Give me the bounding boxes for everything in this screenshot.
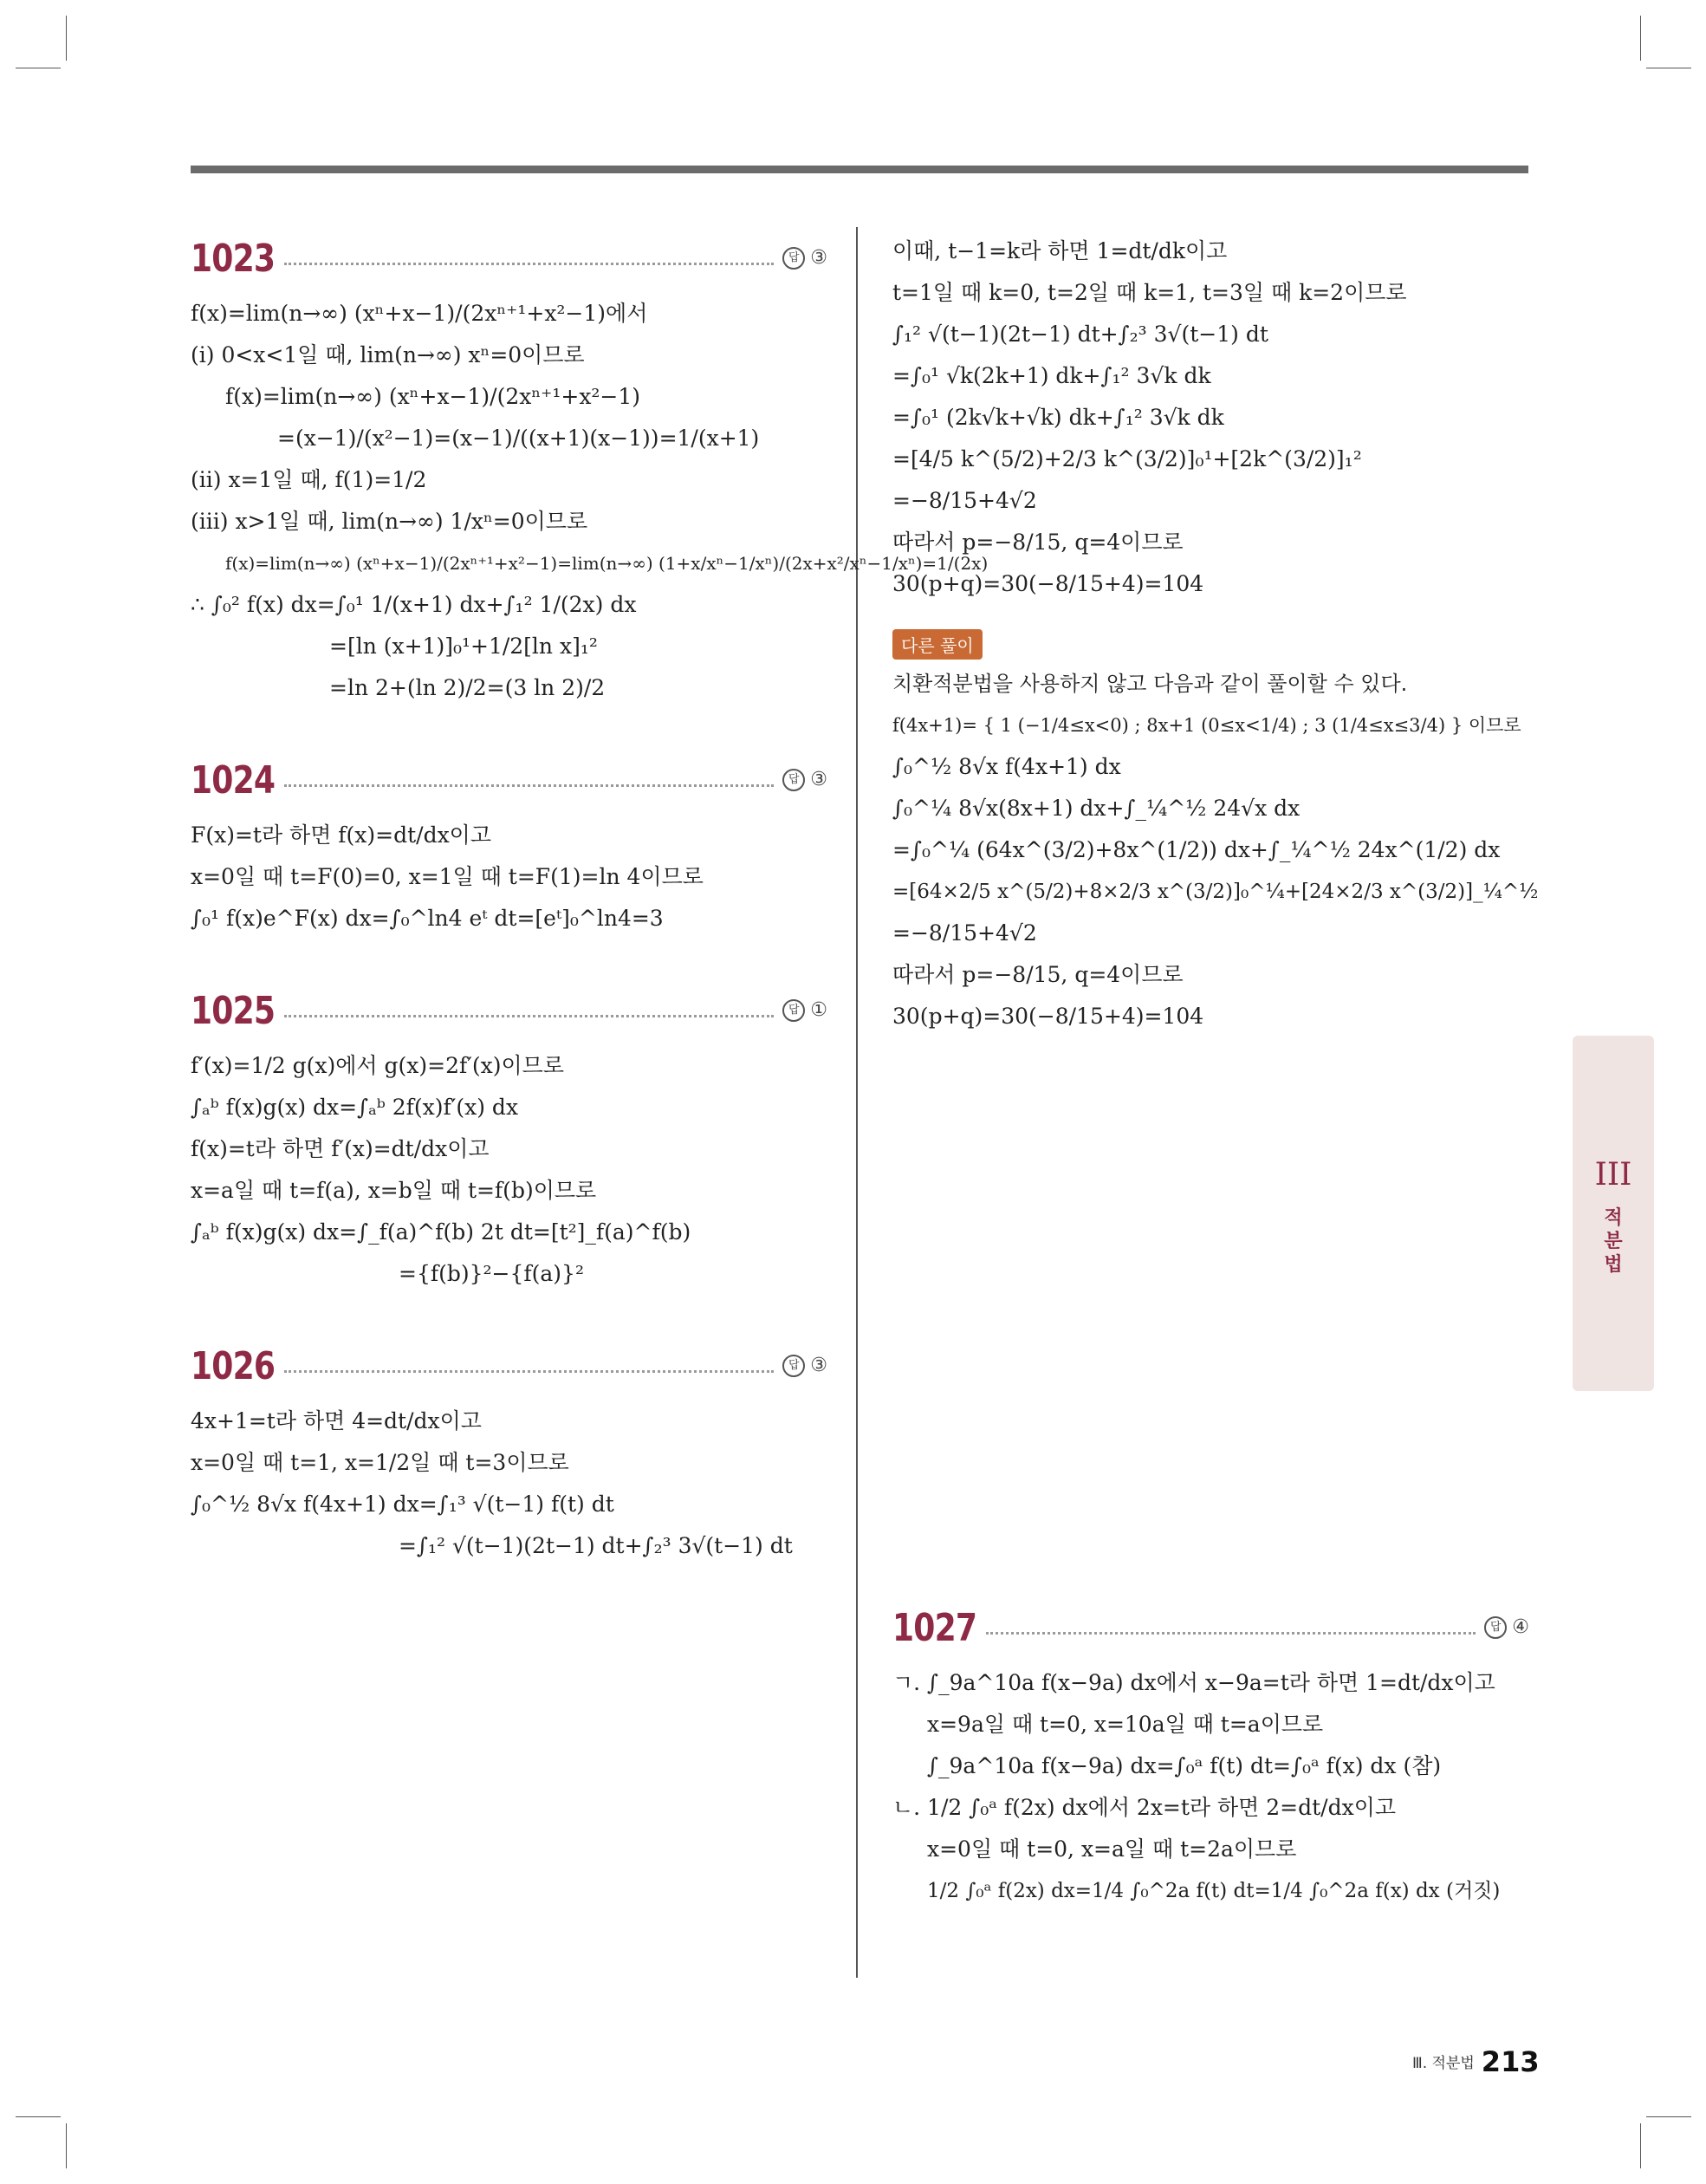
dotted-leader (284, 1015, 774, 1017)
solution-line: f′(x)=1/2 g(x)에서 g(x)=2f′(x)이므로 (191, 1053, 564, 1078)
crop-mark (1640, 16, 1641, 61)
answer-mark: 답 (782, 769, 805, 791)
solution-line: f(x)=lim(n→∞) (xⁿ+x−1)/(2xⁿ⁺¹+x²−1) (225, 384, 641, 409)
solution-line: =[4/5 k^(5/2)+2/3 k^(3/2)]₀¹+[2k^(3/2)]₁² (892, 446, 1362, 471)
problem-header (191, 985, 827, 1037)
footer-chapter: Ⅲ. 적분법 (1412, 2055, 1475, 2072)
solution-line: x=0일 때 t=F(0)=0, x=1일 때 t=F(1)=ln 4이므로 (191, 864, 704, 889)
solution-line: =[64×2/5 x^(5/2)+8×2/3 x^(3/2)]₀^¼+[24×2/3 x^(3/2)]_¼^½ (892, 881, 1539, 903)
solution-line: f(x)=lim(n→∞) (xⁿ+x−1)/(2xⁿ⁺¹+x²−1)=lim(n→∞) (1+x/xⁿ−1/xⁿ)/(2x+x²/xⁿ−1/xⁿ)=1/(2x) (225, 553, 989, 574)
problem-number: 1027 (892, 1605, 977, 1650)
solution-line: =−8/15+4√2 (892, 488, 1037, 513)
solution-line: =∫₀^¼ (64x^(3/2)+8x^(1/2)) dx+∫_¼^½ 24x^(1/2) dx (892, 837, 1501, 862)
solution-line: x=0일 때 t=1, x=1/2일 때 t=3이므로 (191, 1450, 569, 1475)
header-rule (191, 166, 1528, 173)
problem-1026-continued (892, 238, 1539, 1029)
problem-number: 1025 (191, 988, 276, 1033)
answer-mark: 답 (782, 999, 805, 1022)
problem-header (191, 754, 827, 806)
dotted-leader (284, 784, 774, 787)
solution-line: =ln 2+(ln 2)/2=(3 ln 2)/2 (329, 675, 606, 700)
solution-line: =(x−1)/(x²−1)=(x−1)/((x+1)(x−1))=1/(x+1) (277, 426, 760, 451)
solution-line: ∫₁² √(t−1)(2t−1) dt+∫₂³ 3√(t−1) dt (892, 322, 1268, 347)
solution-line: f(4x+1)= { 1 (−1/4≤x<0) ; 8x+1 (0≤x<1/4) ; 3 (1/4≤x≤3/4) } 이므로 (892, 715, 1521, 736)
dotted-leader (284, 263, 774, 265)
solution-line: 4x+1=t라 하면 4=dt/dx이고 (191, 1408, 482, 1433)
solution-line: 따라서 p=−8/15, q=4이므로 (892, 962, 1184, 987)
problem-1026 (191, 1340, 827, 1558)
answer-badge (782, 769, 827, 791)
solution-line: 이때, t−1=k라 하면 1=dt/dk이고 (892, 238, 1228, 263)
dotted-leader (986, 1632, 1476, 1635)
crop-mark (1640, 2123, 1641, 2168)
alt-solution-label: 다른 풀이 (892, 629, 983, 660)
solution-line: (ii) x=1일 때, f(1)=1/2 (191, 467, 427, 492)
solution-line: =∫₀¹ (2k√k+√k) dk+∫₁² 3√k dk (892, 405, 1224, 430)
solution-line: 따라서 p=−8/15, q=4이므로 (892, 530, 1184, 555)
solution-line: =[ln (x+1)]₀¹+1/2[ln x]₁² (329, 634, 598, 659)
solution-line: f(x)=t라 하면 f′(x)=dt/dx이고 (191, 1136, 490, 1161)
page-footer (1412, 2045, 1540, 2078)
solution-line: t=1일 때 k=0, t=2일 때 k=1, t=3일 때 k=2이므로 (892, 280, 1407, 305)
solution-line: (i) 0<x<1일 때, lim(n→∞) xⁿ=0이므로 (191, 342, 585, 367)
solution-line: 30(p+q)=30(−8/15+4)=104 (892, 1004, 1204, 1029)
problem-1024 (191, 754, 827, 931)
solution-line: ∫_9a^10a f(x−9a) dx=∫₀ᵃ f(t) dt=∫₀ᵃ f(x) dx (참) (927, 1753, 1442, 1778)
answer-value: ③ (810, 247, 827, 269)
chapter-roman-numeral: III (1594, 1157, 1632, 1193)
problem-number: 1026 (191, 1343, 276, 1388)
solution-line: =−8/15+4√2 (892, 920, 1037, 946)
problem-number: 1023 (191, 236, 276, 281)
solution-line: ∫ₐᵇ f(x)g(x) dx=∫_f(a)^f(b) 2t dt=[t²]_f(a)^f(b) (191, 1219, 691, 1245)
problem-1027 (892, 1602, 1529, 1921)
answer-badge (782, 247, 827, 270)
answer-mark: 답 (782, 247, 805, 270)
answer-badge (782, 999, 827, 1022)
solution-line: f(x)=lim(n→∞) (xⁿ+x−1)/(2xⁿ⁺¹+x²−1)에서 (191, 301, 648, 326)
solution-line: 치환적분법을 사용하지 않고 다음과 같이 풀이할 수 있다. (892, 672, 1408, 696)
solution-line: x=9a일 때 t=0, x=10a일 때 t=a이므로 (927, 1712, 1324, 1737)
solution-line: ∴ ∫₀² f(x) dx=∫₀¹ 1/(x+1) dx+∫₁² 1/(2x) dx (191, 592, 637, 617)
answer-mark: 답 (782, 1355, 805, 1377)
answer-badge (782, 1355, 827, 1377)
answer-value: ③ (810, 1355, 827, 1376)
solution-line: (iii) x>1일 때, lim(n→∞) 1/xⁿ=0이므로 (191, 509, 588, 534)
solution-line: ∫₀^¼ 8√x(8x+1) dx+∫_¼^½ 24√x dx (892, 796, 1301, 821)
solution-line: ∫₀¹ f(x)e^F(x) dx=∫₀^ln4 eᵗ dt=[eᵗ]₀^ln4=3 (191, 906, 664, 931)
answer-value: ① (810, 999, 827, 1021)
problem-1025 (191, 985, 827, 1286)
crop-mark (16, 2116, 61, 2117)
solution-line: ∫₀^½ 8√x f(4x+1) dx (892, 754, 1121, 779)
column-divider (856, 227, 858, 1978)
solution-line: ㄴ. 1/2 ∫₀ᵃ f(2x) dx에서 2x=t라 하면 2=dt/dx이고 (892, 1795, 1396, 1820)
solution-line: 1/2 ∫₀ᵃ f(2x) dx=1/4 ∫₀^2a f(t) dt=1/4 ∫₀^2a f(x) dx (거짓) (927, 1880, 1501, 1902)
solution-line: 30(p+q)=30(−8/15+4)=104 (892, 571, 1204, 596)
solution-line: x=a일 때 t=f(a), x=b일 때 t=f(b)이므로 (191, 1178, 597, 1203)
problem-number: 1024 (191, 757, 276, 803)
answer-badge (1484, 1616, 1529, 1639)
solution-line: x=0일 때 t=0, x=a일 때 t=2a이므로 (927, 1836, 1297, 1862)
right-column (892, 232, 1539, 1902)
answer-value: ③ (810, 769, 827, 790)
solution-line: ={f(b)}²−{f(a)}² (399, 1261, 584, 1286)
answer-value: ④ (1512, 1616, 1529, 1638)
crop-mark (66, 2123, 67, 2168)
solution-line: ∫₀^½ 8√x f(4x+1) dx=∫₁³ √(t−1) f(t) dt (191, 1492, 614, 1517)
dotted-leader (284, 1370, 774, 1373)
solution-line: =∫₁² √(t−1)(2t−1) dt+∫₂³ 3√(t−1) dt (399, 1533, 793, 1558)
problem-header (892, 1602, 1529, 1654)
answer-mark: 답 (1484, 1616, 1507, 1639)
problem-header (191, 232, 827, 284)
chapter-side-label: 적 분 법 (1604, 1207, 1623, 1276)
crop-mark (1646, 2116, 1691, 2117)
page-number: 213 (1481, 2045, 1540, 2078)
problem-header (191, 1340, 827, 1392)
crop-mark (66, 16, 67, 61)
solution-line: F(x)=t라 하면 f(x)=dt/dx이고 (191, 822, 491, 848)
solution-line: ㄱ. ∫_9a^10a f(x−9a) dx에서 x−9a=t라 하면 1=dt/dx이고 (892, 1670, 1495, 1695)
solution-line: =∫₀¹ √k(2k+1) dk+∫₁² 3√k dk (892, 363, 1211, 388)
solution-line: ∫ₐᵇ f(x)g(x) dx=∫ₐᵇ 2f(x)f′(x) dx (191, 1095, 519, 1120)
